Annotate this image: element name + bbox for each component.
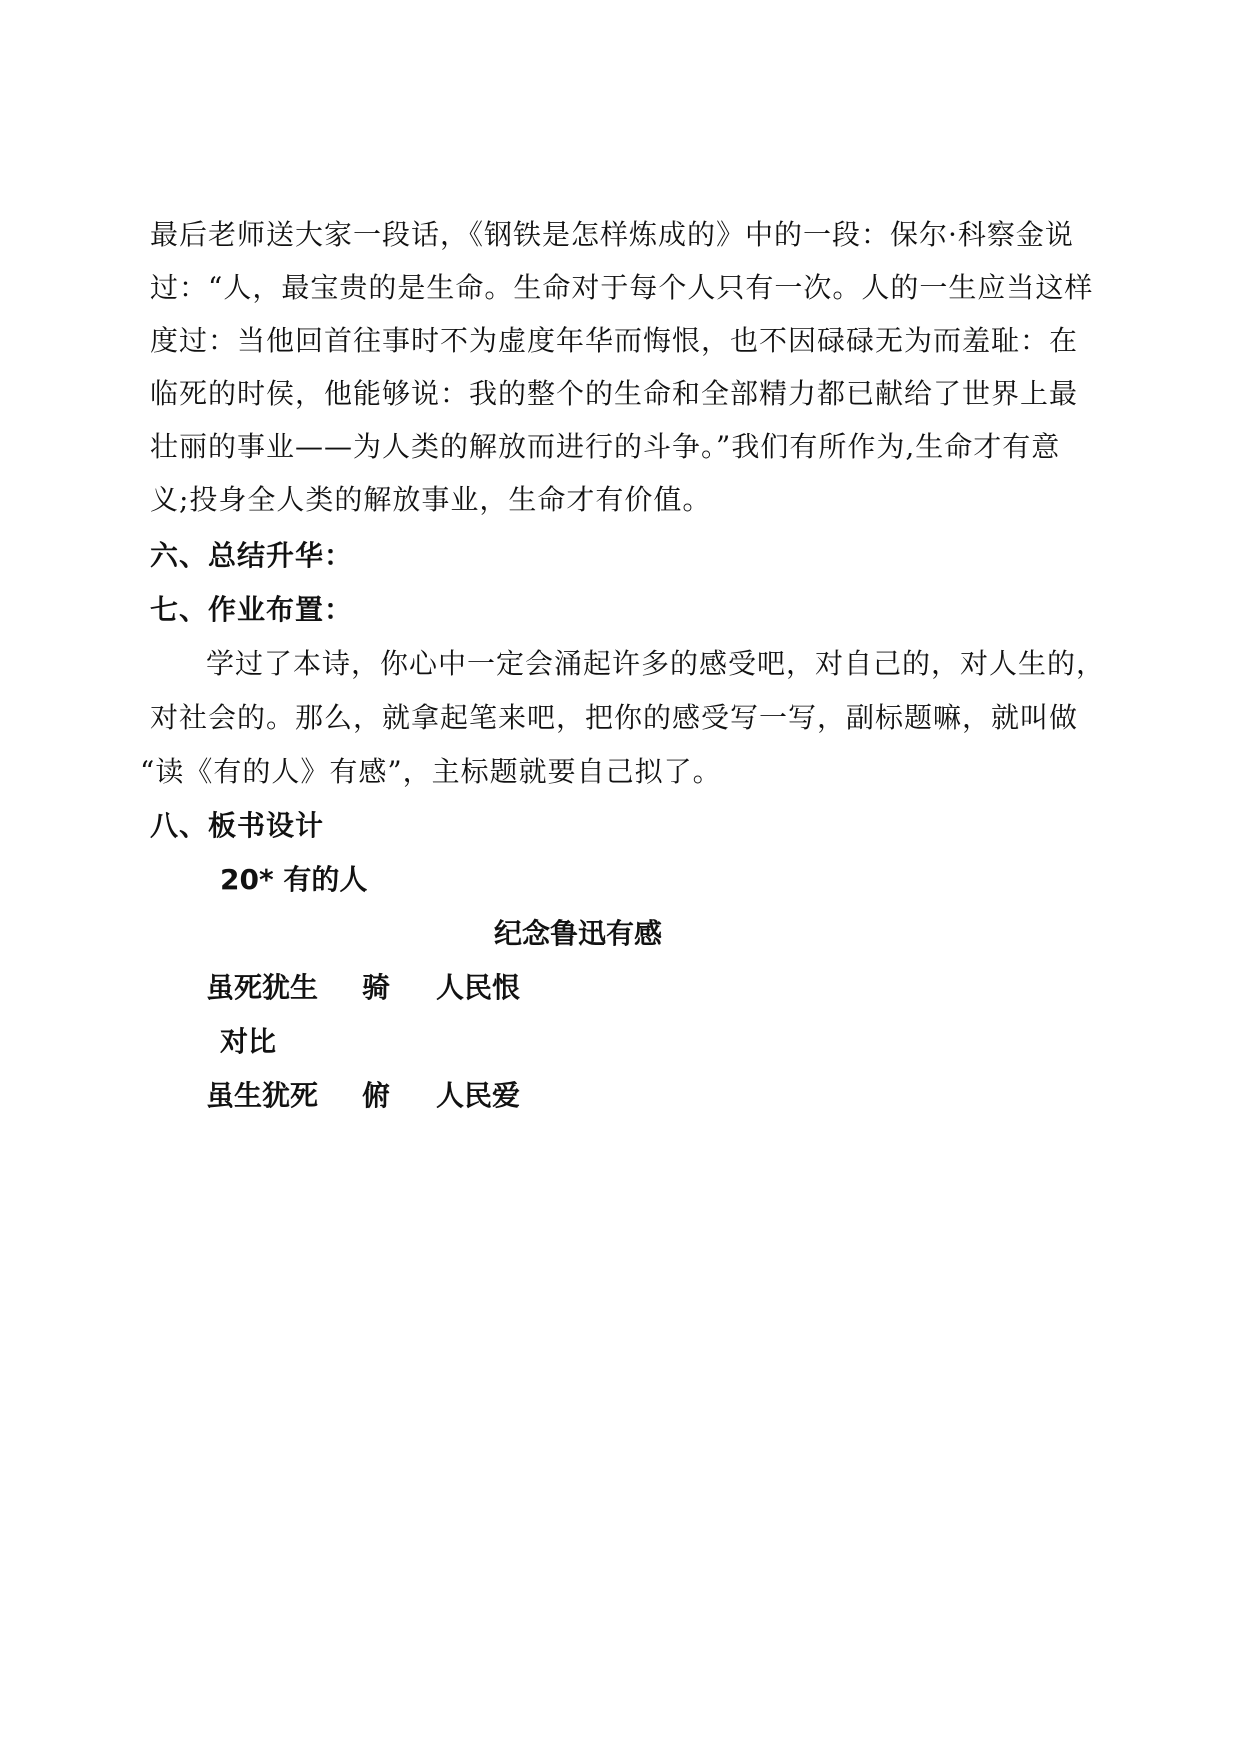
homework-line-2: 对社会的。那么，就拿起笔来吧，把你的感受写一写，副标题嘛，就叫做 [150, 701, 1079, 734]
intro-line-4: 临死的时侯，他能够说：我的整个的生命和全部精力都已献给了世界上最 [150, 377, 1079, 410]
section-eight-heading: 八、板书设计 [150, 809, 325, 842]
board-row2-right: 人民爱 [436, 1079, 521, 1112]
intro-line-5: 壮丽的事业——为人类的解放而进行的斗争。”我们有所作为,生命才有意 [150, 430, 1061, 463]
board-contrast: 对比 [220, 1025, 277, 1058]
board-lesson-title: 20* 有的人 [220, 863, 368, 896]
board-subtitle: 纪念鲁迅有感 [494, 917, 663, 950]
intro-line-2: 过：“人，最宝贵的是生命。生命对于每个人只有一次。人的一生应当这样 [150, 271, 1094, 304]
homework-line-1: 学过了本诗，你心中一定会涌起许多的感受吧，对自己的，对人生的， [206, 647, 1106, 680]
board-row2-left: 虽生犹死 [206, 1079, 319, 1112]
intro-line-6: 义;投身全人类的解放事业，生命才有价值。 [150, 483, 712, 516]
section-seven-heading: 七、作业布置： [150, 593, 354, 626]
board-row2-middle: 俯 [362, 1079, 391, 1112]
board-row1-right: 人民恨 [436, 971, 521, 1004]
board-row1-middle: 骑 [362, 971, 391, 1004]
section-six-heading: 六、总结升华： [150, 539, 354, 572]
intro-line-3: 度过：当他回首往事时不为虚度年华而悔恨，也不因碌碌无为而羞耻：在 [150, 324, 1079, 357]
board-row1-left: 虽死犹生 [206, 971, 319, 1004]
homework-line-3: “读《有的人》有感”，主标题就要自己拟了。 [140, 755, 722, 788]
intro-line-1: 最后老师送大家一段话，《钢铁是怎样炼成的》中的一段：保尔·科察金说 [150, 218, 1074, 251]
